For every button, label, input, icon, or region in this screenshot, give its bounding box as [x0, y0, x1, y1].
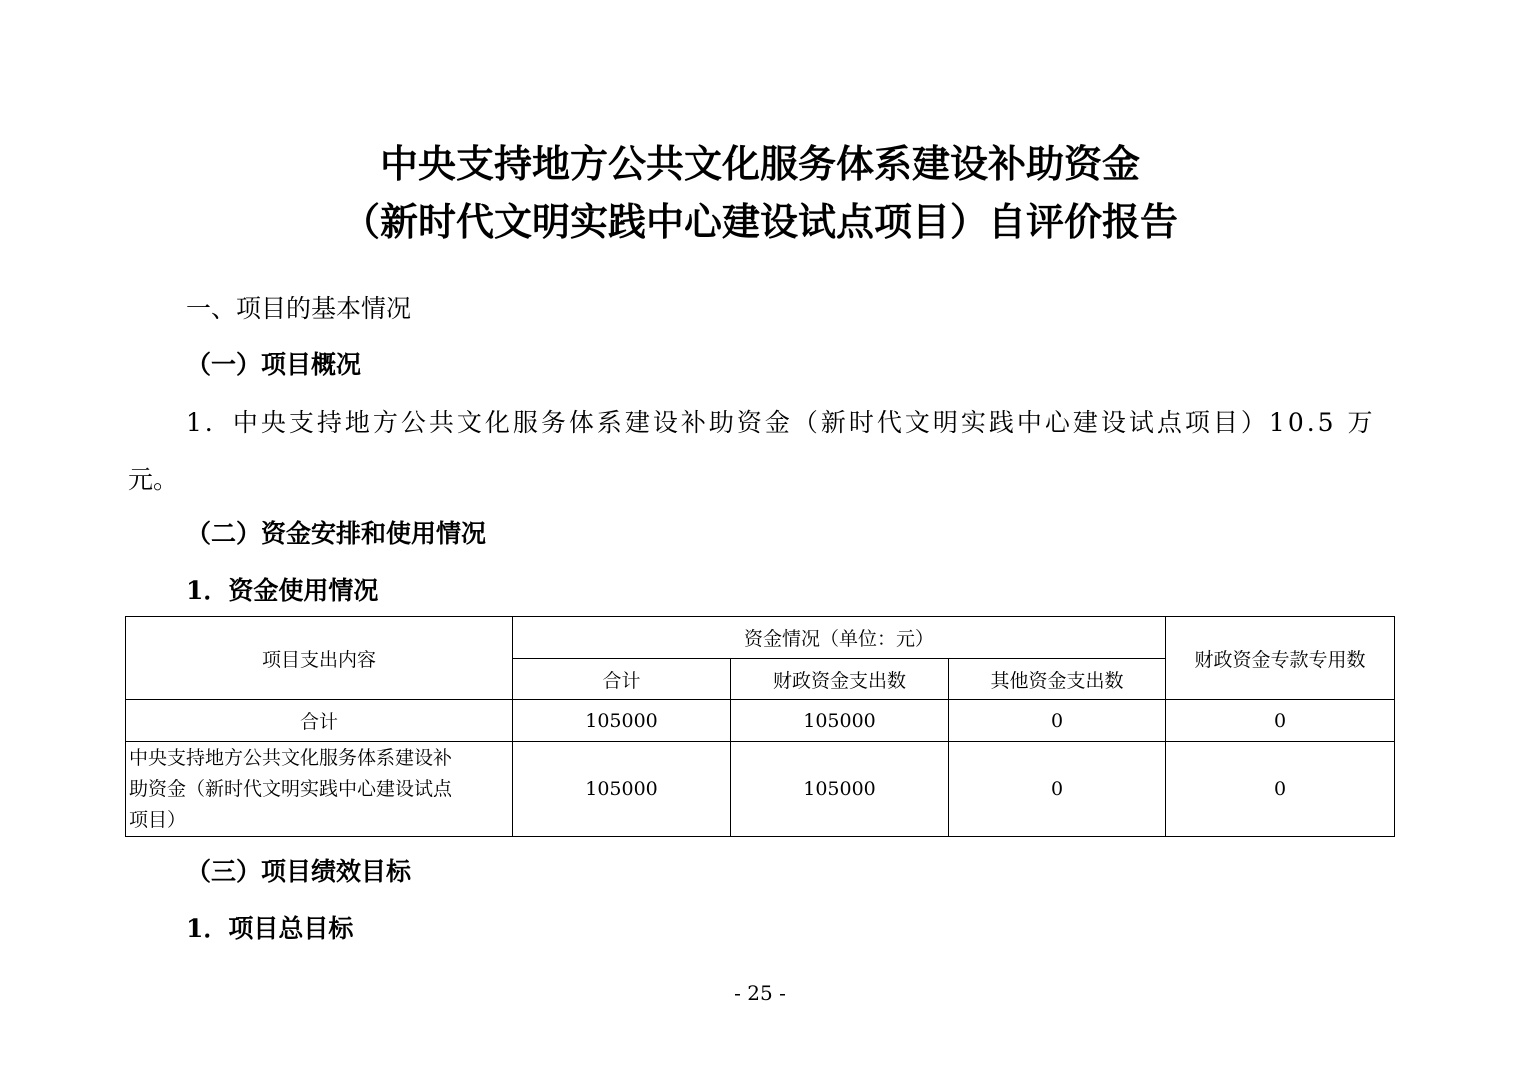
header-content: 项目支出内容	[126, 617, 513, 700]
cell-content-line1: 中央支持地方公共文化服务体系建设补	[129, 746, 453, 769]
table-row	[126, 742, 1395, 837]
header-total: 合计	[513, 659, 731, 700]
subsection-heading-overview: （一）项目概况	[186, 350, 362, 379]
cell-content	[126, 742, 513, 837]
header-other: 其他资金支出数	[949, 659, 1166, 700]
header-funds-group: 资金情况（单位：元）	[513, 617, 1166, 659]
cell-content: 合计	[126, 700, 513, 742]
subsection-heading-fund-arrangement: （二）资金安排和使用情况	[186, 519, 487, 548]
subsection-heading-performance-goals: （三）项目绩效目标	[186, 857, 412, 886]
cell-content-line2: 助资金（新时代文明实践中心建设试点	[129, 777, 453, 800]
cell-total: 105000	[513, 700, 731, 742]
header-fiscal: 财政资金支出数	[731, 659, 949, 700]
fund-usage-table	[125, 616, 1395, 837]
table-row	[126, 700, 1395, 742]
cell-content-line3: 项目）	[129, 808, 187, 831]
report-title-line2: （新时代文明实践中心建设试点项目）自评价报告	[341, 200, 1178, 244]
cell-fiscal: 105000	[731, 742, 949, 837]
cell-other: 0	[949, 742, 1166, 837]
cell-total: 105000	[513, 742, 731, 837]
overview-paragraph-line2: 元。	[128, 465, 179, 494]
cell-fiscal: 105000	[731, 700, 949, 742]
header-special: 财政资金专款专用数	[1166, 617, 1395, 700]
subsection-heading-overall-goal: 1．项目总目标	[186, 914, 354, 943]
table-header-row	[126, 617, 1395, 659]
cell-special: 0	[1166, 700, 1395, 742]
report-title-line1: 中央支持地方公共文化服务体系建设补助资金	[379, 142, 1140, 186]
overview-paragraph-line1: 1．中央支持地方公共文化服务体系建设补助资金（新时代文明实践中心建设试点项目）10.5 万	[186, 408, 1376, 437]
cell-other: 0	[949, 700, 1166, 742]
subsection-heading-fund-usage: 1．资金使用情况	[186, 576, 379, 605]
page-number: - 25 -	[734, 981, 786, 1005]
cell-special: 0	[1166, 742, 1395, 837]
section-heading-basic-info: 一、项目的基本情况	[186, 294, 412, 323]
